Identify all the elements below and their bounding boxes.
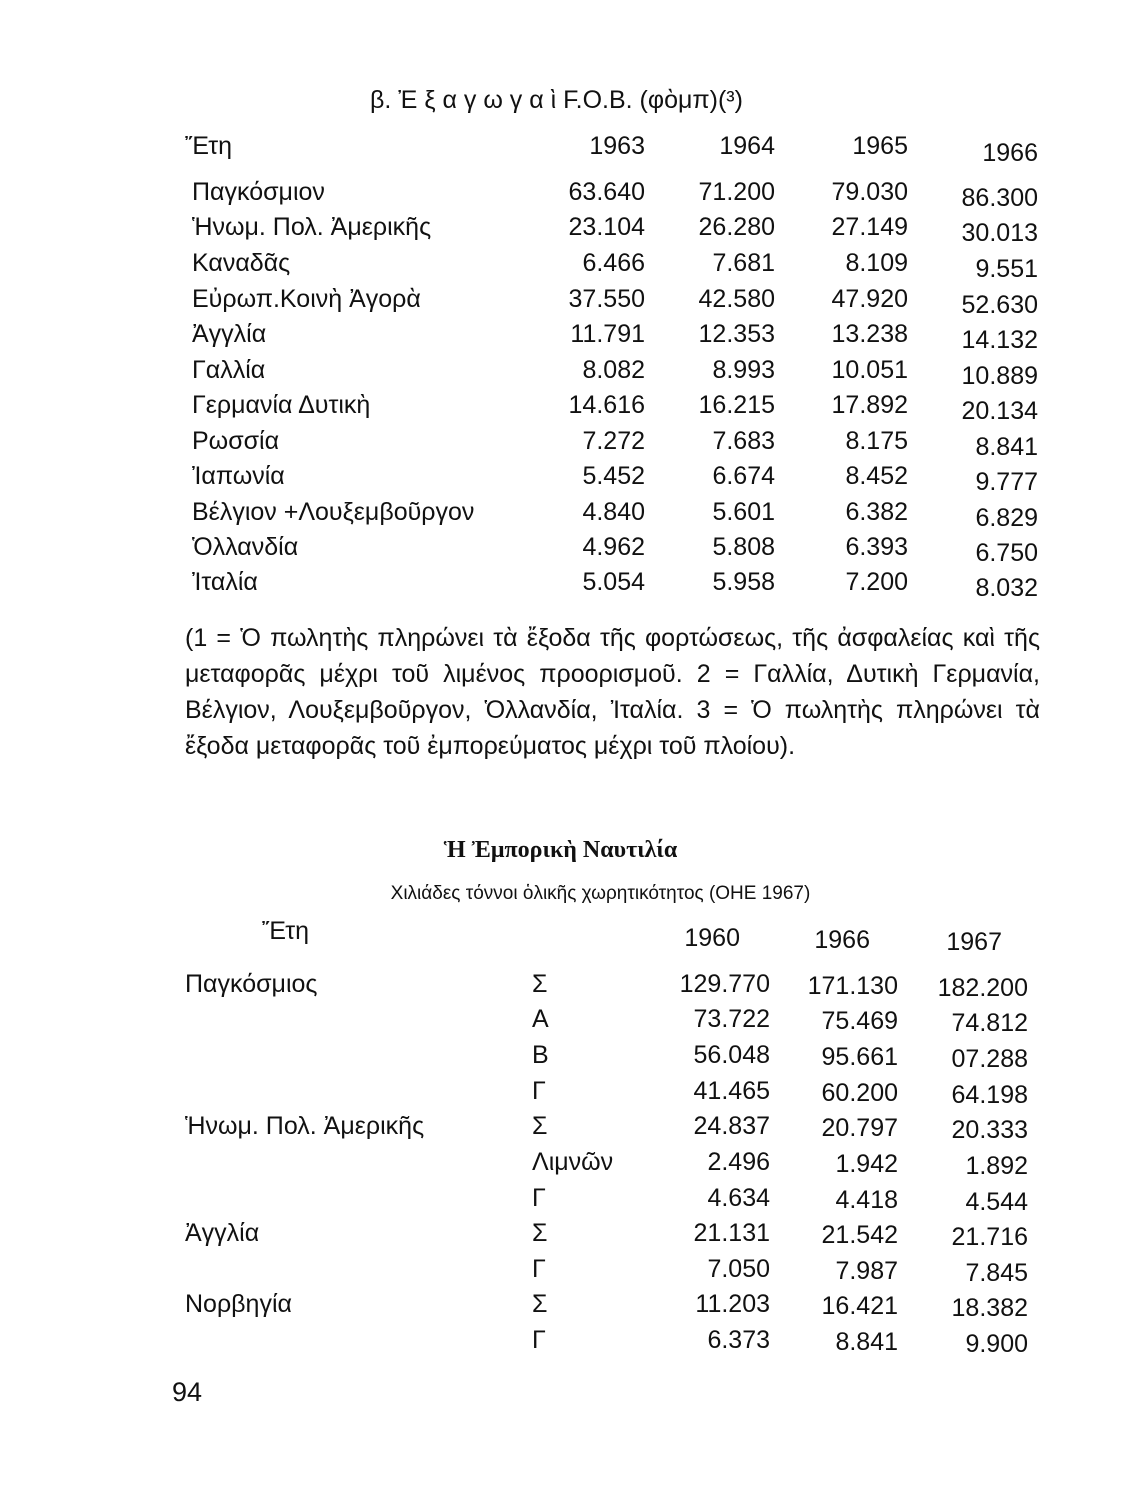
exports-year-label: Ἔτη	[185, 132, 232, 160]
exports-cell: 30.013	[961, 219, 1038, 247]
exports-cell: 8.452	[845, 462, 908, 490]
shipping-cell: 21.131	[693, 1219, 770, 1247]
exports-cell: 9.551	[975, 255, 1038, 283]
shipping-cell: 64.198	[951, 1081, 1028, 1109]
exports-cell: 5.452	[582, 462, 645, 490]
exports-cell: 47.920	[831, 285, 908, 313]
exports-row-label: Γερμανία Δυτικὴ	[192, 391, 371, 419]
shipping-cell: 18.382	[951, 1294, 1028, 1322]
shipping-row	[0, 1219, 1121, 1253]
exports-cell: 86.300	[961, 184, 1038, 212]
exports-row	[0, 178, 1121, 212]
exports-cell: 6.382	[845, 498, 908, 526]
shipping-cell: 60.200	[821, 1079, 898, 1107]
exports-cell: 79.030	[831, 178, 908, 206]
exports-row	[0, 320, 1121, 354]
exports-row	[0, 533, 1121, 567]
exports-cell: 9.777	[975, 468, 1038, 496]
exports-cell: 23.104	[568, 213, 645, 241]
exports-row-label: Ἰταλία	[192, 568, 258, 596]
shipping-row-type: Α	[532, 1005, 549, 1033]
shipping-cell: 129.770	[679, 970, 770, 998]
exports-cell: 27.149	[831, 213, 908, 241]
shipping-cell: 4.634	[707, 1184, 770, 1212]
exports-cell: 13.238	[831, 320, 908, 348]
exports-cell: 8.175	[845, 427, 908, 455]
exports-row	[0, 568, 1121, 602]
shipping-cell: 4.544	[965, 1188, 1028, 1216]
shipping-row	[0, 1184, 1121, 1218]
footnote: (1 = Ὁ πωλητὴς πληρώνει τὰ ἔξοδα τῆς φορτώσεως, τῆς ἀσφαλείας καὶ τῆς μεταφορᾶς μέχρι τοῦ λιμένος προορισμοῦ. 2 = Γαλλία, Δυτικὴ Γερμανία, Βέλγιον, Λουξεμβοῦργον, Ὁλλανδία, Ἰταλία. 3 = Ὁ πωλητὴς πληρώνει τὰ ἔξοδα μεταφορᾶς τοῦ ἐμπορεύματος μέχρι τοῦ πλοίου).	[185, 624, 1040, 760]
exports-cell: 42.580	[698, 285, 775, 313]
shipping-cell: 07.288	[951, 1045, 1028, 1073]
shipping-row	[0, 1290, 1121, 1324]
exports-cell: 4.962	[582, 533, 645, 561]
shipping-cell: 1.942	[835, 1150, 898, 1178]
exports-cell: 14.132	[961, 326, 1038, 354]
shipping-cell: 24.837	[693, 1112, 770, 1140]
exports-cell: 12.353	[698, 320, 775, 348]
exports-row	[0, 498, 1121, 532]
shipping-cell: 7.987	[835, 1257, 898, 1285]
shipping-cell: 8.841	[835, 1328, 898, 1356]
exports-cell: 16.215	[698, 391, 775, 419]
shipping-row-type: Γ	[532, 1184, 546, 1212]
shipping-cell: 1.892	[965, 1152, 1028, 1180]
shipping-row	[0, 970, 1121, 1004]
shipping-row-type: Σ	[532, 1290, 548, 1318]
exports-cell: 10.889	[961, 362, 1038, 390]
exports-cell: 4.840	[582, 498, 645, 526]
shipping-row	[0, 1077, 1121, 1111]
exports-year: 1965	[852, 132, 908, 160]
exports-cell: 20.134	[961, 397, 1038, 425]
exports-table-title: β. Ἐ ξ α γ ω γ α ὶ F.O.B. (φὸμπ)(³)	[370, 86, 743, 114]
page-number: 94	[172, 1377, 203, 1407]
exports-cell: 7.200	[845, 568, 908, 596]
shipping-row-type: Σ	[532, 970, 548, 998]
exports-cell: 8.082	[582, 356, 645, 384]
exports-cell: 17.892	[831, 391, 908, 419]
shipping-cell: 74.812	[951, 1009, 1028, 1037]
exports-cell: 8.841	[975, 433, 1038, 461]
exports-cell: 7.272	[582, 427, 645, 455]
shipping-row-type: Γ	[532, 1326, 546, 1354]
exports-year: 1963	[589, 132, 645, 160]
exports-row-label: Ἀγγλία	[192, 320, 267, 348]
exports-row	[0, 213, 1121, 247]
exports-cell: 6.466	[582, 249, 645, 277]
shipping-row-type: Γ	[532, 1077, 546, 1105]
exports-row-label: Γαλλία	[192, 356, 266, 384]
exports-cell: 7.681	[712, 249, 775, 277]
exports-row	[0, 391, 1121, 425]
shipping-cell: 16.421	[821, 1292, 898, 1320]
shipping-row	[0, 1326, 1121, 1360]
exports-cell: 8.109	[845, 249, 908, 277]
shipping-row-type: Λιμνῶν	[532, 1148, 614, 1176]
exports-cell: 8.032	[975, 574, 1038, 602]
shipping-year: 1966	[814, 926, 870, 954]
shipping-row-type: Σ	[532, 1219, 548, 1247]
exports-row-label: Παγκόσμιον	[192, 178, 325, 206]
exports-cell: 6.674	[712, 462, 775, 490]
exports-cell: 14.616	[568, 391, 645, 419]
shipping-cell: 11.203	[695, 1290, 770, 1318]
shipping-row-type: Γ	[532, 1255, 546, 1283]
shipping-row	[0, 1255, 1121, 1289]
shipping-header-row	[0, 924, 1121, 958]
exports-cell: 10.051	[831, 356, 908, 384]
shipping-row-type: Σ	[532, 1112, 548, 1140]
shipping-title: Ἡ Ἐμπορικὴ Ναυτιλία	[443, 837, 678, 863]
exports-row-label: Ἡνωμ. Πολ. Ἀμερικῆς	[192, 213, 432, 241]
shipping-cell: 9.900	[965, 1330, 1028, 1358]
shipping-cell: 20.333	[951, 1116, 1028, 1144]
exports-cell: 26.280	[698, 213, 775, 241]
shipping-row	[0, 1041, 1121, 1075]
shipping-cell: 21.716	[951, 1223, 1028, 1251]
exports-year: 1964	[719, 132, 775, 160]
shipping-cell: 20.797	[821, 1114, 898, 1142]
shipping-row	[0, 1148, 1121, 1182]
shipping-cell: 7.845	[965, 1259, 1028, 1287]
shipping-row-label: Ἡνωμ. Πολ. Ἀμερικῆς	[185, 1112, 425, 1140]
shipping-cell: 7.050	[707, 1255, 770, 1283]
shipping-cell: 21.542	[821, 1221, 898, 1249]
exports-cell: 71.200	[698, 178, 775, 206]
exports-row	[0, 427, 1121, 461]
shipping-subtitle: Χιλιάδες τόννοι ὁλικῆς χωρητικότητος (ΟΗΕ 1967)	[390, 883, 811, 904]
shipping-row-label: Ἀγγλία	[185, 1219, 260, 1247]
exports-row-label: Καναδᾶς	[192, 249, 291, 277]
shipping-cell: 2.496	[707, 1148, 770, 1176]
exports-cell: 6.750	[975, 539, 1038, 567]
shipping-cell: 6.373	[707, 1326, 770, 1354]
shipping-row-label: Παγκόσμιος	[185, 970, 318, 998]
shipping-year: 1960	[684, 924, 740, 952]
exports-row-label: Ἰαπωνία	[192, 462, 285, 490]
shipping-cell: 182.200	[937, 974, 1028, 1002]
exports-row	[0, 356, 1121, 390]
exports-row	[0, 249, 1121, 283]
exports-cell: 11.791	[570, 320, 645, 348]
shipping-cell: 56.048	[693, 1041, 770, 1069]
exports-cell: 7.683	[712, 427, 775, 455]
exports-cell: 6.393	[845, 533, 908, 561]
exports-row-label: Βέλγιον +Λουξεμβοῦργον	[192, 498, 475, 526]
exports-cell: 52.630	[961, 291, 1038, 319]
shipping-cell: 41.465	[693, 1077, 770, 1105]
exports-cell: 63.640	[568, 178, 645, 206]
exports-header-row	[0, 132, 1121, 166]
exports-cell: 8.993	[712, 356, 775, 384]
exports-row-label: Ὁλλανδία	[192, 533, 299, 561]
exports-cell: 5.958	[712, 568, 775, 596]
shipping-cell: 171.130	[807, 972, 898, 1000]
shipping-year-label: Ἔτη	[262, 917, 309, 945]
exports-cell: 6.829	[975, 504, 1038, 532]
exports-cell: 5.054	[582, 568, 645, 596]
shipping-cell: 4.418	[835, 1186, 898, 1214]
exports-row	[0, 285, 1121, 319]
exports-row-label: Εὐρωπ.Κοινὴ Ἀγορὰ	[192, 285, 421, 313]
shipping-cell: 95.661	[821, 1043, 898, 1071]
exports-row	[0, 462, 1121, 496]
exports-cell: 5.601	[712, 498, 775, 526]
exports-cell: 5.808	[712, 533, 775, 561]
shipping-row	[0, 1005, 1121, 1039]
shipping-cell: 73.722	[693, 1005, 770, 1033]
shipping-row-type: Β	[532, 1041, 549, 1069]
exports-row-label: Ρωσσία	[192, 427, 280, 455]
exports-year: 1966	[982, 139, 1038, 167]
shipping-row	[0, 1112, 1121, 1146]
shipping-year: 1967	[946, 928, 1002, 956]
exports-cell: 37.550	[568, 285, 645, 313]
shipping-row-label: Νορβηγία	[185, 1290, 292, 1318]
shipping-cell: 75.469	[821, 1007, 898, 1035]
